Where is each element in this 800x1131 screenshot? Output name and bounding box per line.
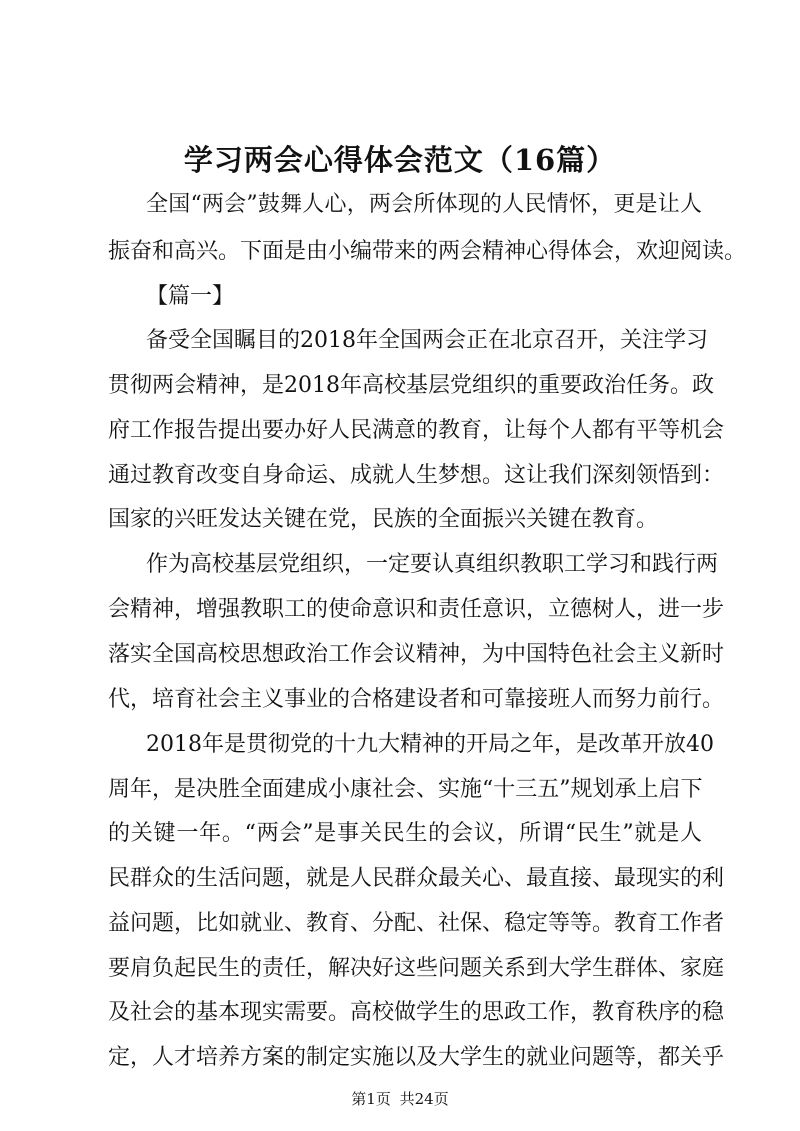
paragraph-line: 通过教育改变自身命运、成就人生梦想。这让我们深刻领悟到：	[108, 463, 725, 488]
paragraph-line: 的关键一年。“两会”是事关民生的会议，所谓“民生”就是人	[108, 821, 702, 846]
paragraph-line: 2018年是贯彻党的十九大精神的开局之年，是改革开放40	[146, 732, 714, 757]
paragraph-line: 要肩负起民生的责任，解决好这些问题关系到大学生群体、家庭	[108, 956, 725, 981]
paragraph-line: 贯彻两会精神，是2018年高校基层党组织的重要政治任务。政	[108, 373, 714, 398]
paragraph-line: 代，培育社会主义事业的合格建设者和可靠接班人而努力前行。	[108, 687, 725, 712]
paragraph-line: 会精神，增强教职工的使命意识和责任意识，立德树人，进一步	[108, 597, 725, 622]
paragraph-line: 作为高校基层党组织，一定要认真组织教职工学习和践行两	[146, 552, 719, 577]
paragraph-line: 府工作报告提出要办好人民满意的教育，让每个人都有平等机会	[108, 418, 725, 443]
section-heading: 【篇一】	[146, 284, 235, 309]
document-title: 学习两会心得体会范文（16篇）	[183, 143, 617, 177]
paragraph-line: 民群众的生活问题，就是人民群众最关心、最直接、最现实的利	[108, 866, 725, 891]
intro-line-2: 振奋和高兴。下面是由小编带来的两会精神心得体会，欢迎阅读。	[108, 239, 747, 264]
paragraph-line: 定，人才培养方案的制定实施以及大学生的就业问题等，都关乎	[108, 1045, 725, 1070]
paragraph-line: 益问题，比如就业、教育、分配、社保、稳定等等。教育工作者	[108, 911, 725, 936]
page-total: 共24页	[399, 1090, 449, 1108]
paragraph-line: 国家的兴旺发达关键在党，民族的全面振兴关键在教育。	[108, 507, 659, 532]
intro-line-1: 全国“两会”鼓舞人心，两会所体现的人民情怀，更是让人	[146, 192, 702, 217]
page-number: 第1页	[351, 1090, 391, 1108]
paragraph-line: 周年，是决胜全面建成小康社会、实施“十三五”规划承上启下	[108, 777, 703, 802]
page-footer	[0, 1088, 800, 1109]
paragraph-line: 备受全国瞩目的2018年全国两会正在北京召开，关注学习	[146, 328, 708, 353]
paragraph-line: 及社会的基本现实需要。高校做学生的思政工作，教育秩序的稳	[108, 1000, 725, 1025]
paragraph-line: 落实全国高校思想政治工作会议精神，为中国特色社会主义新时	[108, 642, 725, 667]
